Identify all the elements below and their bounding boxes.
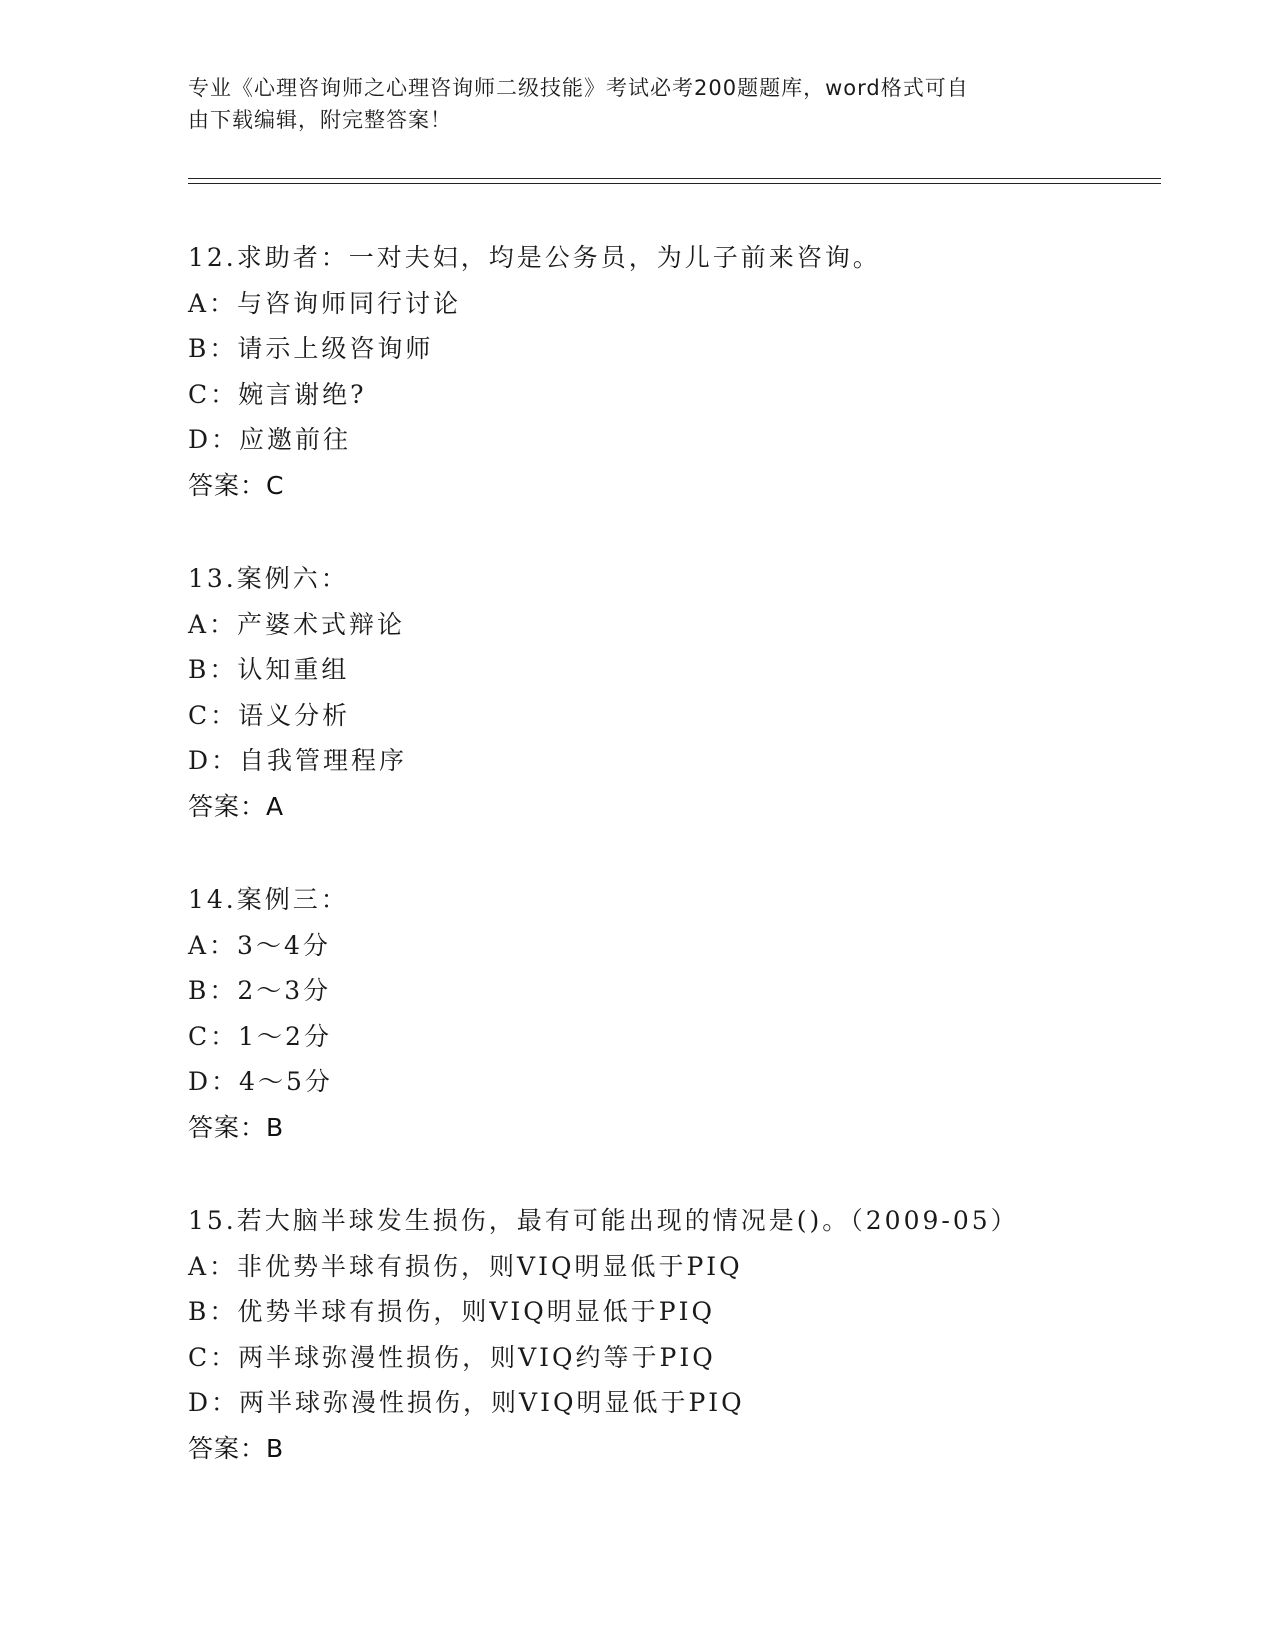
option-b: B：2～3分 — [188, 976, 332, 1005]
answer-label: 答案：B — [188, 1433, 285, 1463]
answer-label: 答案：B — [188, 1112, 285, 1142]
option-d: D：两半球弥漫性损伤，则VIQ明显低于PIQ — [188, 1388, 745, 1417]
question-block — [188, 1198, 1188, 1471]
option-d: D：应邀前往 — [188, 425, 352, 454]
option-b: B：请示上级咨询师 — [188, 334, 434, 363]
question-block — [188, 556, 1188, 829]
option-d: D：4～5分 — [188, 1067, 333, 1096]
question-stem: 13.案例六： — [188, 564, 349, 593]
answer-label: 答案：A — [188, 791, 285, 821]
option-c: C：婉言谢绝? — [188, 379, 367, 409]
option-a: A：产婆术式辩论 — [188, 609, 406, 639]
question-stem: 12.求助者：一对夫妇，均是公务员，为儿子前来咨询。 — [188, 243, 881, 272]
option-a: A：非优势半球有损伤，则VIQ明显低于PIQ — [188, 1251, 743, 1281]
option-c: C：两半球弥漫性损伤，则VIQ约等于PIQ — [188, 1342, 716, 1372]
option-a: A：3～4分 — [188, 930, 331, 960]
header-line-1: 专业《心理咨询师之心理咨询师二级技能》考试必考200题题库，word格式可自 — [188, 76, 969, 100]
header-line-2: 由下载编辑，附完整答案！ — [188, 108, 452, 132]
question-stem: 14.案例三： — [188, 885, 349, 914]
option-b: B：优势半球有损伤，则VIQ明显低于PIQ — [188, 1297, 715, 1326]
question-block — [188, 235, 1188, 508]
option-c: C：语义分析 — [188, 700, 351, 730]
header-divider-top — [188, 178, 1161, 179]
document-header — [188, 72, 1068, 136]
question-stem: 15.若大脑半球发生损伤，最有可能出现的情况是()。（2009-05） — [188, 1206, 1019, 1235]
question-block — [188, 877, 1188, 1150]
header-divider-bottom — [188, 183, 1161, 184]
option-b: B：认知重组 — [188, 655, 350, 684]
option-d: D：自我管理程序 — [188, 746, 408, 775]
option-a: A：与咨询师同行讨论 — [188, 288, 462, 318]
option-c: C：1～2分 — [188, 1021, 332, 1051]
answer-label: 答案：C — [188, 470, 285, 500]
